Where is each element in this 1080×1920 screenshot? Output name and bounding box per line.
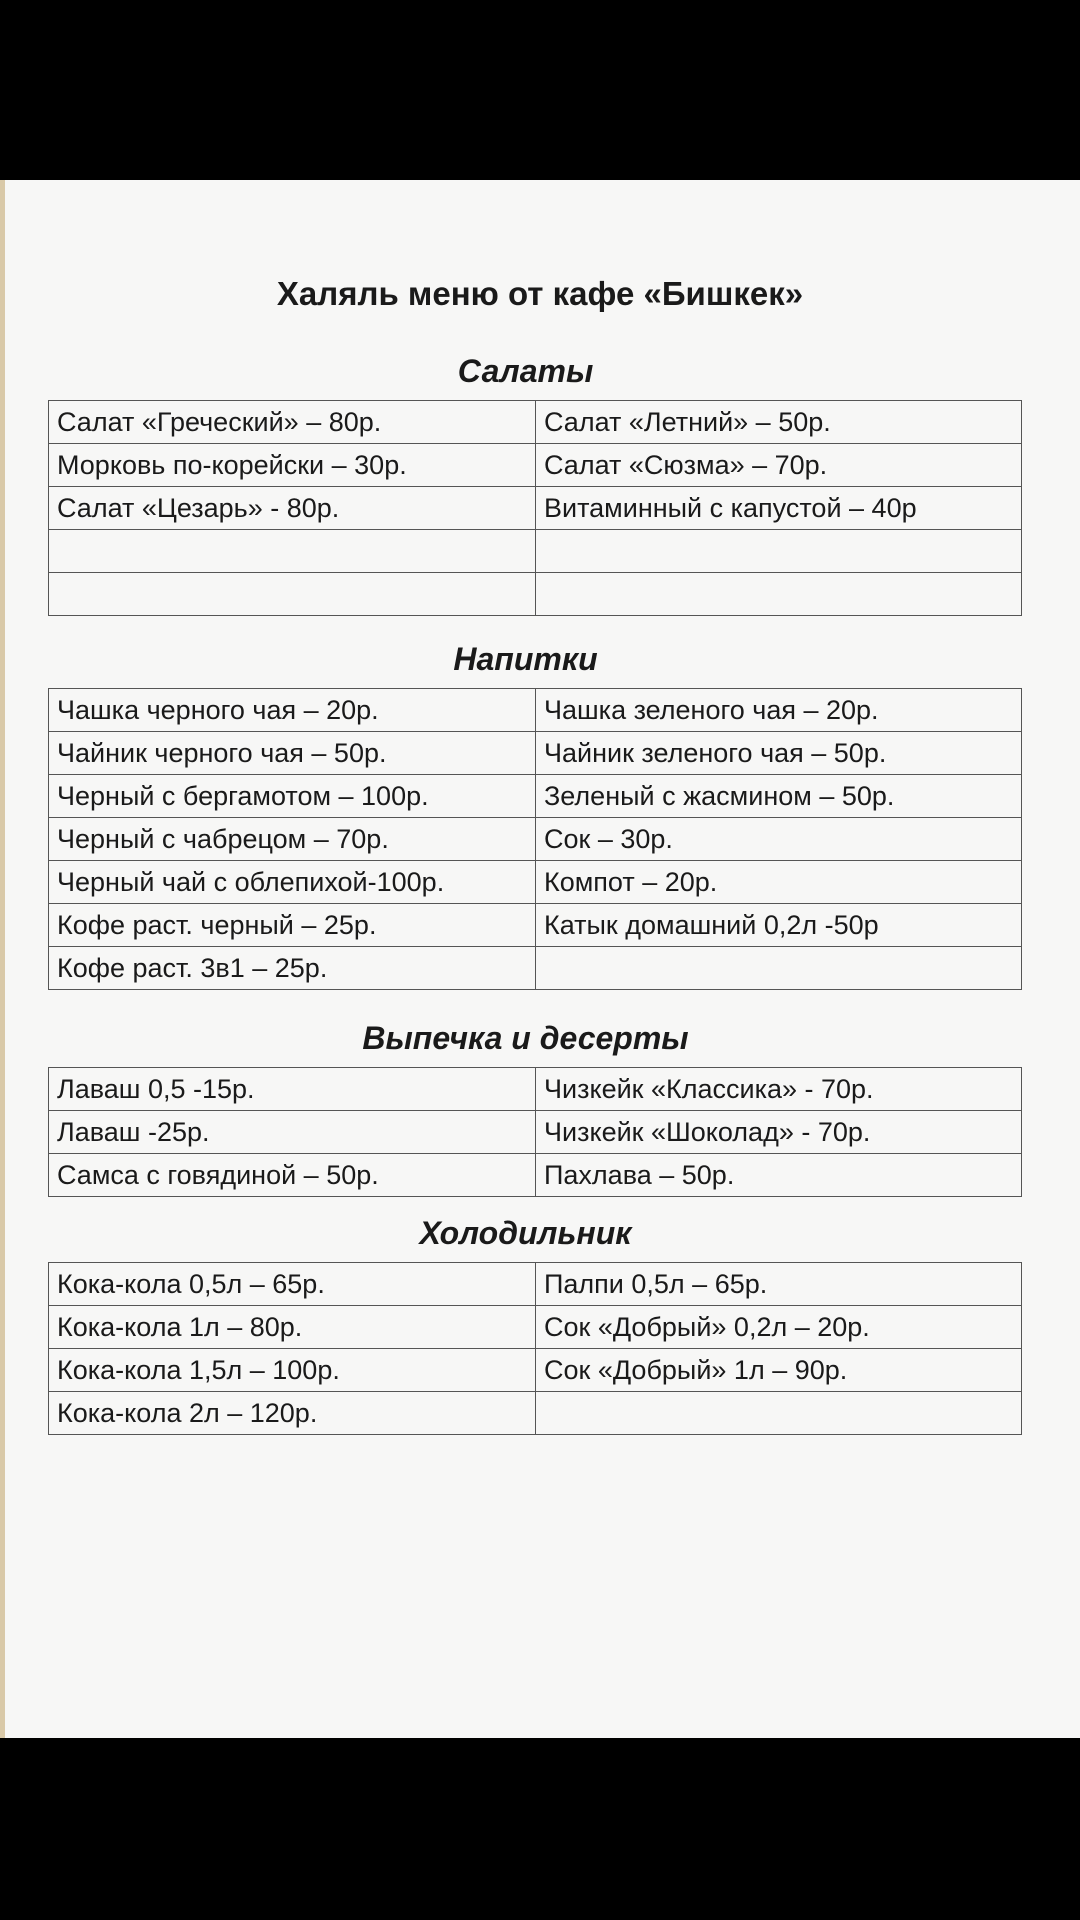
menu-item-empty (536, 1392, 1022, 1435)
menu-item: Чайник черного чая – 50р. (49, 732, 536, 775)
table-row (49, 1392, 1022, 1435)
menu-item: Черный чай с облепихой-100р. (49, 861, 536, 904)
menu-item: Катык домашний 0,2л -50р (536, 904, 1022, 947)
menu-item: Кофе раст. черный – 25р. (49, 904, 536, 947)
menu-item: Черный с чабрецом – 70р. (49, 818, 536, 861)
section-salads (48, 342, 1003, 616)
menu-item: Сок – 30р. (536, 818, 1022, 861)
table-row (49, 487, 1022, 530)
table-row (49, 732, 1022, 775)
menu-item: Кока-кола 2л – 120р. (49, 1392, 536, 1435)
menu-item: Салат «Цезарь» - 80р. (49, 487, 536, 530)
menu-item: Сок «Добрый» 1л – 90р. (536, 1349, 1022, 1392)
table-row (49, 530, 1022, 573)
table-row (49, 444, 1022, 487)
menu-item: Зеленый с жасмином – 50р. (536, 775, 1022, 818)
menu-item-empty (49, 573, 536, 616)
menu-item: Морковь по-корейски – 30р. (49, 444, 536, 487)
section-title-drinks: Напитки (453, 641, 598, 677)
menu-item: Компот – 20р. (536, 861, 1022, 904)
table-row (49, 573, 1022, 616)
menu-item: Витаминный с капустой – 40р (536, 487, 1022, 530)
menu-item: Салат «Греческий» – 80р. (49, 401, 536, 444)
menu-item: Кока-кола 1л – 80р. (49, 1306, 536, 1349)
menu-item: Черный с бергамотом – 100р. (49, 775, 536, 818)
section-drinks (48, 630, 1003, 990)
menu-item: Салат «Летний» – 50р. (536, 401, 1022, 444)
menu-item: Лаваш -25р. (49, 1111, 536, 1154)
table-row (49, 775, 1022, 818)
menu-item-empty (536, 573, 1022, 616)
menu-item: Кока-кола 0,5л – 65р. (49, 1263, 536, 1306)
table-row (49, 1349, 1022, 1392)
menu-item: Салат «Сюзма» – 70р. (536, 444, 1022, 487)
table-row (49, 1111, 1022, 1154)
menu-item: Кофе раст. 3в1 – 25р. (49, 947, 536, 990)
table-row (49, 904, 1022, 947)
table-row (49, 1306, 1022, 1349)
table-row (49, 818, 1022, 861)
menu-item: Кока-кола 1,5л – 100р. (49, 1349, 536, 1392)
menu-item: Чашка зеленого чая – 20р. (536, 689, 1022, 732)
menu-item-empty (536, 530, 1022, 573)
table-row (49, 861, 1022, 904)
fridge-table (48, 1262, 1022, 1435)
table-row (49, 947, 1022, 990)
menu-item-empty (536, 947, 1022, 990)
menu-sheet (0, 180, 1080, 1738)
menu-item: Лаваш 0,5 -15р. (49, 1068, 536, 1111)
table-row (49, 1068, 1022, 1111)
section-title-salads: Салаты (457, 353, 594, 389)
drinks-table (48, 688, 1022, 990)
menu-item: Чайник зеленого чая – 50р. (536, 732, 1022, 775)
paper-edge-shadow (0, 180, 5, 1738)
section-bakery-desserts (48, 1009, 1003, 1197)
table-row (49, 689, 1022, 732)
section-title-bakery-desserts: Выпечка и десерты (362, 1020, 689, 1056)
menu-item-empty (49, 530, 536, 573)
salads-table (48, 400, 1022, 616)
table-row (49, 401, 1022, 444)
menu-item: Палпи 0,5л – 65р. (536, 1263, 1022, 1306)
menu-item: Чизкейк «Классика» - 70р. (536, 1068, 1022, 1111)
menu-item: Чизкейк «Шоколад» - 70р. (536, 1111, 1022, 1154)
table-row (49, 1154, 1022, 1197)
section-title-fridge: Холодильник (419, 1215, 632, 1251)
menu-item: Сок «Добрый» 0,2л – 20р. (536, 1306, 1022, 1349)
section-fridge (48, 1204, 1003, 1435)
menu-item: Чашка черного чая – 20р. (49, 689, 536, 732)
bakery-desserts-table (48, 1067, 1022, 1197)
menu-item: Пахлава – 50р. (536, 1154, 1022, 1197)
table-row (49, 1263, 1022, 1306)
menu-title: Халяль меню от кафе «Бишкек» (276, 275, 804, 312)
menu-item: Самса с говядиной – 50р. (49, 1154, 536, 1197)
